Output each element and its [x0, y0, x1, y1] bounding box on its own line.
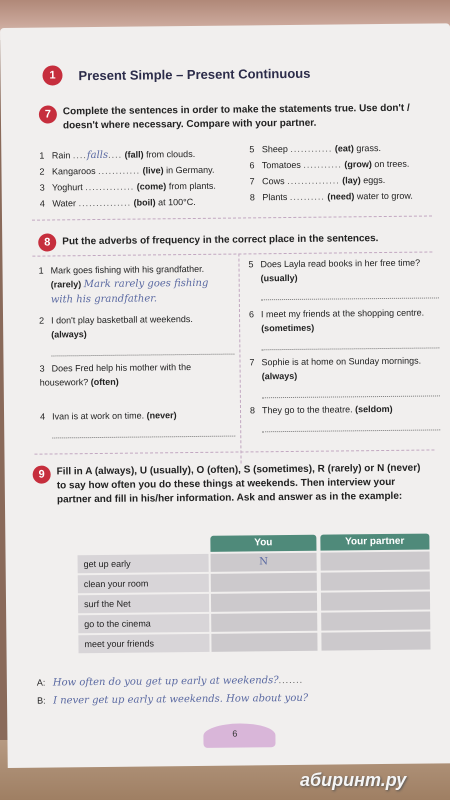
you-cell[interactable]: [212, 633, 318, 652]
exercise-8-answer-line-8[interactable]: [262, 417, 440, 432]
table-row: [78, 572, 430, 594]
exercise-7-item-4: 4 Water ............... (boil) at 100°C.: [39, 196, 196, 209]
textbook-page: [0, 23, 450, 768]
table-row: [78, 632, 430, 654]
you-cell[interactable]: [211, 573, 317, 592]
exercise-8-item-5: 5 Does Layla read books in her free time? (usually): [248, 255, 438, 300]
exercise-7-badge: 7: [39, 105, 57, 123]
exercise-8-answer-line-5[interactable]: [261, 285, 439, 300]
exercise-7-right-column: [249, 140, 413, 206]
exercise-8-item-7: 7 Sophie is at home on Sunday mornings. (always): [249, 353, 439, 398]
exercise-7-item-1: 1 Rain ....falls.... (fall) from clouds.: [39, 148, 196, 162]
unit-title: Present Simple – Present Continuous: [78, 65, 311, 83]
exercise-8-instruction: Put the adverbs of frequency in the correct place in the sentences.: [62, 233, 379, 248]
table-row: [78, 592, 430, 614]
activity-cell: clean your room: [78, 574, 209, 593]
exercise-8-answer-line-7[interactable]: [262, 383, 440, 398]
exercise-8-item-4: 4 Ivan is at work on time. (never): [40, 408, 235, 439]
exercise-7-item-8: 8 Plants .......... (need) water to grow.: [249, 190, 413, 203]
page-number: 6: [232, 728, 238, 739]
unit-number-badge: 1: [42, 65, 62, 85]
partner-cell[interactable]: [321, 632, 431, 651]
table-header: [77, 534, 429, 554]
dialog-line-a: A: How often do you get up early at weekends?.......: [36, 674, 304, 689]
you-cell[interactable]: [211, 593, 317, 612]
exercise-8-answer-1a[interactable]: Mark rarely goes fishing: [83, 277, 209, 291]
exercise-7-item-7: 7 Cows ............... (lay) eggs.: [249, 174, 386, 187]
exercise-8-item-6: 6 I meet my friends at the shopping centre. (sometimes): [249, 305, 439, 350]
partner-cell[interactable]: [321, 592, 431, 611]
partner-cell[interactable]: [320, 552, 430, 571]
activity-cell: get up early: [78, 554, 209, 573]
exercise-9-instruction: Fill in A (always), U (usually), O (often), S (sometimes), R (rarely) or N (never) to say how often you do these things at weekends. Then interview your partner and fill in his/her information. Ask and answer as in the example:: [56, 462, 421, 506]
exercise-7-instruction: Complete the sentences in order to make the statements true. Use don't / doesn't where necessary. Compare with your partner.: [62, 102, 410, 132]
activity-cell: go to the cinema: [78, 614, 209, 633]
exercise-8-answer-line-4[interactable]: [52, 424, 235, 439]
exercise-8-item-8: 8 They go to the theatre. (seldom): [250, 401, 440, 432]
exercise-9-badge: 9: [33, 465, 51, 483]
frequency-table: [77, 534, 430, 654]
section-divider: [34, 449, 434, 454]
you-cell[interactable]: N: [211, 553, 317, 572]
column-divider: [238, 254, 241, 464]
activity-cell: surf the Net: [78, 594, 209, 613]
exercise-7-item-5: 5 Sheep ............ (eat) grass.: [249, 143, 381, 155]
column-header-you: You: [211, 535, 317, 552]
exercise-7-item-6: 6 Tomatoes ........... (grow) on trees.: [249, 158, 410, 171]
partner-cell[interactable]: [320, 572, 430, 591]
table-row: [78, 552, 430, 574]
exercise-7-item-2: 2 Kangaroos ............ (live) in Germany.: [39, 164, 215, 177]
table-row: [78, 612, 430, 634]
page-number-tab: [203, 723, 275, 748]
partner-cell[interactable]: [321, 612, 431, 631]
unit-header: [42, 63, 310, 86]
exercise-8-answer-line-2[interactable]: [51, 342, 234, 357]
exercise-8-item-1: 1 Mark goes fishing with his grandfather. (rarely) Mark rarely goes fishing with his grandfather.: [38, 263, 209, 306]
watermark-logo: абиринт.ру: [300, 770, 407, 790]
exercise-7-item-3: 3 Yoghurt .............. (come) from plants.: [39, 180, 216, 193]
exercise-8-item-2: 2 I don't play basketball at weekends. (always): [39, 312, 234, 357]
you-cell[interactable]: [211, 613, 317, 632]
exercise-8-item-3: 3 Does Fred help his mother with the housework? (often): [39, 362, 192, 388]
exercise-8-badge: 8: [38, 233, 56, 251]
exercise-8-answer-1b[interactable]: with his grandfather.: [50, 293, 158, 306]
exercise-7-answer-1[interactable]: falls: [86, 149, 109, 162]
section-divider: [32, 215, 432, 220]
exercise-7-left-column: [39, 146, 216, 212]
dialog-line-b: B: I never get up early at weekends. How about you?: [36, 692, 309, 707]
column-header-partner: Your partner: [320, 534, 430, 551]
exercise-8-answer-line-6[interactable]: [261, 335, 439, 350]
activity-cell: meet your friends: [78, 634, 209, 653]
